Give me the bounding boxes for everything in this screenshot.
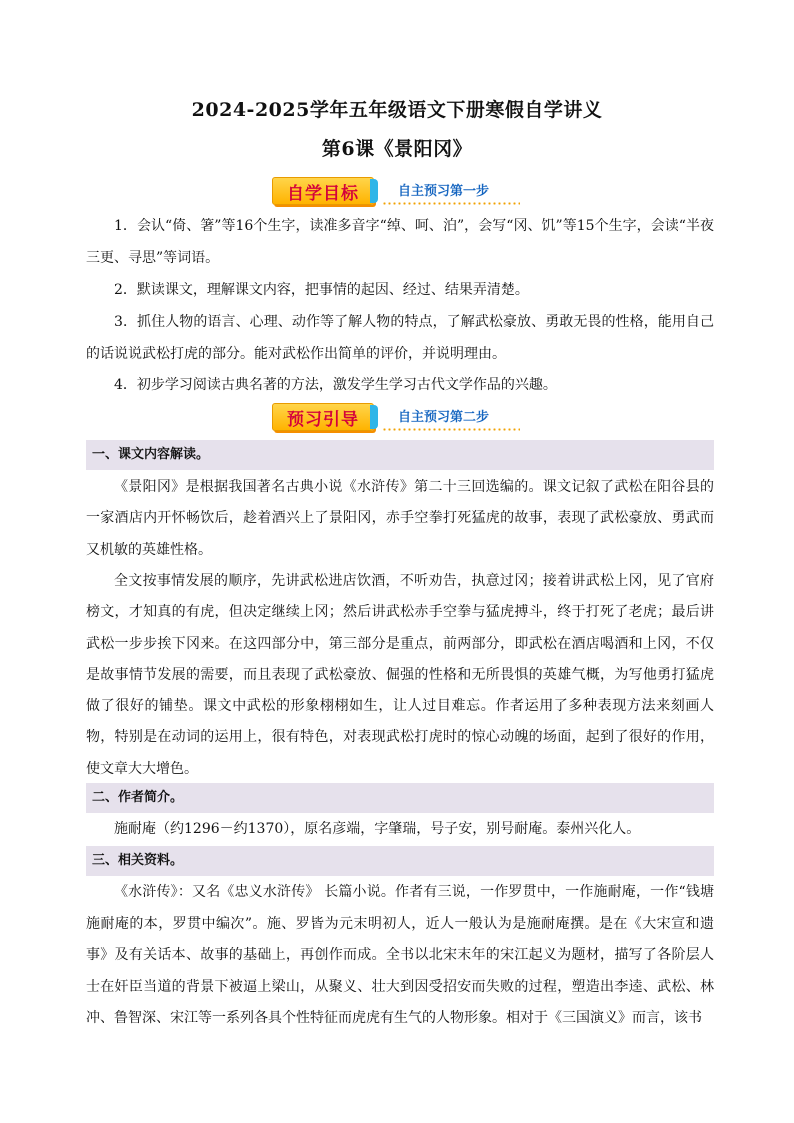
- self-study-goals-banner: [272, 175, 522, 207]
- section-paragraph: 全文按事情发展的顺序，先讲武松进店饮酒，不听劝告，执意过冈；接着讲武松上冈，见了官府榜文，才知真的有虎，但决定继续上冈；然后讲武松赤手空拳与猛虎搏斗，终于打死了老虎；最后讲武松一步步挨下冈来。在这四部分中，第三部分是重点，前两部分，即武松在酒店喝酒和上冈，不仅是故事情节发展的需要，而且表现了武松豪放、倔强的性格和无所畏惧的英雄气概，为写他勇打猛虎做了很好的铺垫。课文中武松的形象栩栩如生，让人过目难忘。作者运用了多种表现方法来刻画人物，特别是在动词的运用上，很有特色，对表现武松打虎时的惊心动魄的场面，起到了很好的作用，使文章大大增色。: [86, 573, 714, 777]
- lesson-title: 第6课《景阳冈》: [321, 138, 473, 160]
- banner-cap-decoration: [370, 179, 378, 203]
- section-heading-materials: 三、相关资料。: [86, 846, 714, 876]
- document-title: 2024-2025学年五年级语文下册寒假自学讲义: [191, 99, 603, 121]
- banner-tag: [272, 403, 374, 431]
- goal-item-3: 3．抓住人物的语言、心理、动作等了解人物的特点，了解武松豪放、勇敢无畏的性格，能用自己的话说说武松打虎的部分。能对武松作出简单的评价，并说明理由。: [86, 314, 714, 362]
- section-paragraph: 施耐庵（约1296－约1370），原名彦端，字肇瑞，号子安，别号耐庵。泰州兴化人。: [114, 821, 641, 837]
- banner-subtitle: 自主预习第二步: [398, 410, 490, 425]
- banner-subtitle: 自主预习第一步: [398, 184, 490, 199]
- banner-label: 预习引导: [287, 410, 359, 430]
- banner-cap-decoration: [370, 405, 378, 429]
- goal-item-4: 4．初步学习阅读古典名著的方法，激发学生学习古代文学作品的兴趣。: [114, 377, 557, 393]
- banner-tag: [272, 177, 374, 205]
- banner-label: 自学目标: [287, 184, 359, 204]
- section-paragraph: 《水浒传》：又名《忠义水浒传》 长篇小说。作者有三说，一作罗贯中，一作施耐庵，一作“钱塘施耐庵的本，罗贯中编次”。施、罗皆为元末明初人，近人一般认为是施耐庵撰。是在《大宋宣和遗事》及有关话本、故事的基础上，再创作而成。全书以北宋末年的宋江起义为题材，描写了各阶层人士在奸臣当道的背景下被逼上梁山，从聚义、壮大到因受招安而失败的过程，塑造出李逵、武松、林冲、鲁智深、宋江等一系列各具个性特征而虎虎有生气的人物形象。相对于《三国演义》而言，该书: [86, 884, 714, 1027]
- section-paragraph: 《景阳冈》是根据我国著名古典小说《水浒传》第二十三回选编的。课文记叙了武松在阳谷县的一家酒店内开怀畅饮后，趁着酒兴上了景阳冈，赤手空拳打死猛虎的故事，表现了武松豪放、勇武而又机敏的英雄性格。: [86, 479, 714, 558]
- dotted-underline: [382, 202, 520, 205]
- section-heading-text-analysis: 一、课文内容解读。: [86, 440, 714, 470]
- section-heading-author: 二、作者简介。: [86, 783, 714, 813]
- dotted-underline: [382, 428, 520, 431]
- goal-item-2: 2．默读课文，理解课文内容，把事情的起因、经过、结果弄清楚。: [114, 282, 529, 298]
- preview-guide-banner: [272, 401, 522, 433]
- goal-item-1: 1．会认“倚、箸”等16个生字，读准多音字“绰、呵、泊”，会写“冈、饥”等15个生字，会读“半夜三更、寻思”等词语。: [86, 218, 714, 266]
